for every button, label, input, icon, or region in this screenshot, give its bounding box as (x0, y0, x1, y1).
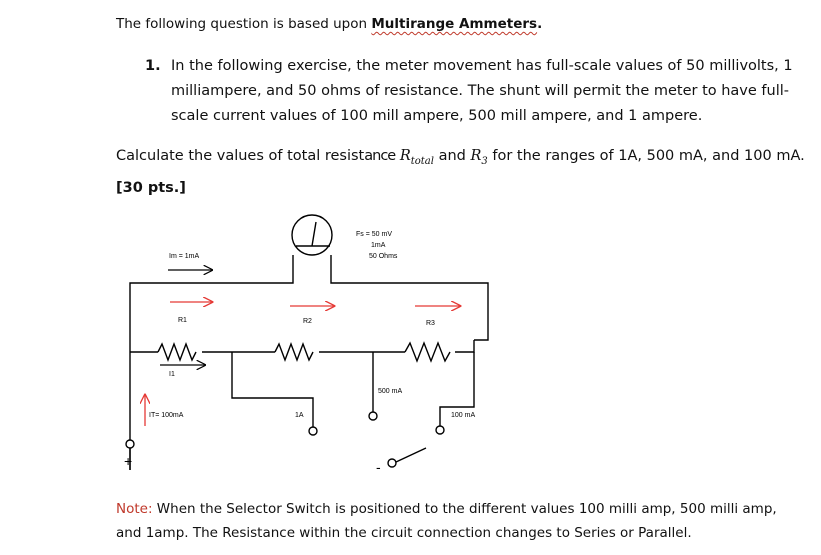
note-paragraph (116, 497, 806, 545)
meter-branch-wire (130, 255, 293, 470)
calc-part2: and (433, 148, 471, 164)
minus-sign: - (376, 459, 381, 475)
meter-movement (292, 215, 332, 255)
r1-label: R1 (178, 317, 187, 324)
r-total-symbol: $R_{total}$ (399, 148, 434, 167)
note-label: Note: (116, 501, 153, 517)
input-terminal (126, 440, 134, 448)
selector-switch-arm (396, 448, 426, 462)
r3-resistor (405, 343, 450, 361)
header-suffix: . (537, 16, 543, 32)
im-label: Im = 1mA (169, 253, 200, 260)
calc-part3: for the ranges of 1A, 500 mA, and 100 mA. (487, 148, 805, 164)
plus-sign: + (124, 453, 133, 469)
note-text: When the Selector Switch is positioned to the different values 100 milli amp, 500 milli amp, and 1amp. The Resistance within the circuit connection changes to Series or Parallel. (116, 501, 777, 541)
meter-spec-2: 1mA (371, 242, 386, 249)
tap-500ma-label: 500 mA (378, 388, 403, 395)
meter-spec-3: 50 Ohms (369, 253, 398, 260)
switch-pivot-terminal (388, 459, 396, 467)
header-topic: Multirange Ammeters (371, 16, 538, 32)
i1-label: I1 (169, 371, 175, 378)
question-text: In the following exercise, the meter movement has full-scale values of 50 millivolts, 1 milliampere, and 50 ohms of resistance. The shunt will permit the meter to have full-scale current values of 100 mill ampere, 500 mill ampere, and 1 ampere. (171, 58, 793, 124)
meter-branch-right (331, 255, 488, 340)
meter-spec-1: Fs = 50 mV (356, 231, 392, 238)
r2-resistor (275, 344, 313, 360)
r3-label: R3 (426, 320, 435, 327)
it-label: IT= 100mA (149, 412, 184, 419)
header-prefix: The following question is based upon (116, 16, 372, 32)
r3-symbol: $R_3$ (470, 148, 488, 167)
tap-1a-label: 1A (295, 412, 304, 419)
question-number: 1. (145, 58, 161, 74)
tap-100ma-terminal (436, 426, 444, 434)
tap-1a-terminal (309, 427, 317, 435)
meter-needle (296, 222, 330, 246)
tap-500ma-terminal (369, 412, 377, 420)
r1-resistor (158, 344, 196, 360)
points-label: [30 pts.] (116, 179, 186, 196)
shunt-wire-right (455, 340, 474, 352)
tap-100ma-label: 100 mA (451, 412, 476, 419)
calc-part1: Calculate the values of total resist (116, 148, 365, 164)
r2-label: R2 (303, 318, 312, 325)
calc-cut: ance (364, 148, 396, 164)
